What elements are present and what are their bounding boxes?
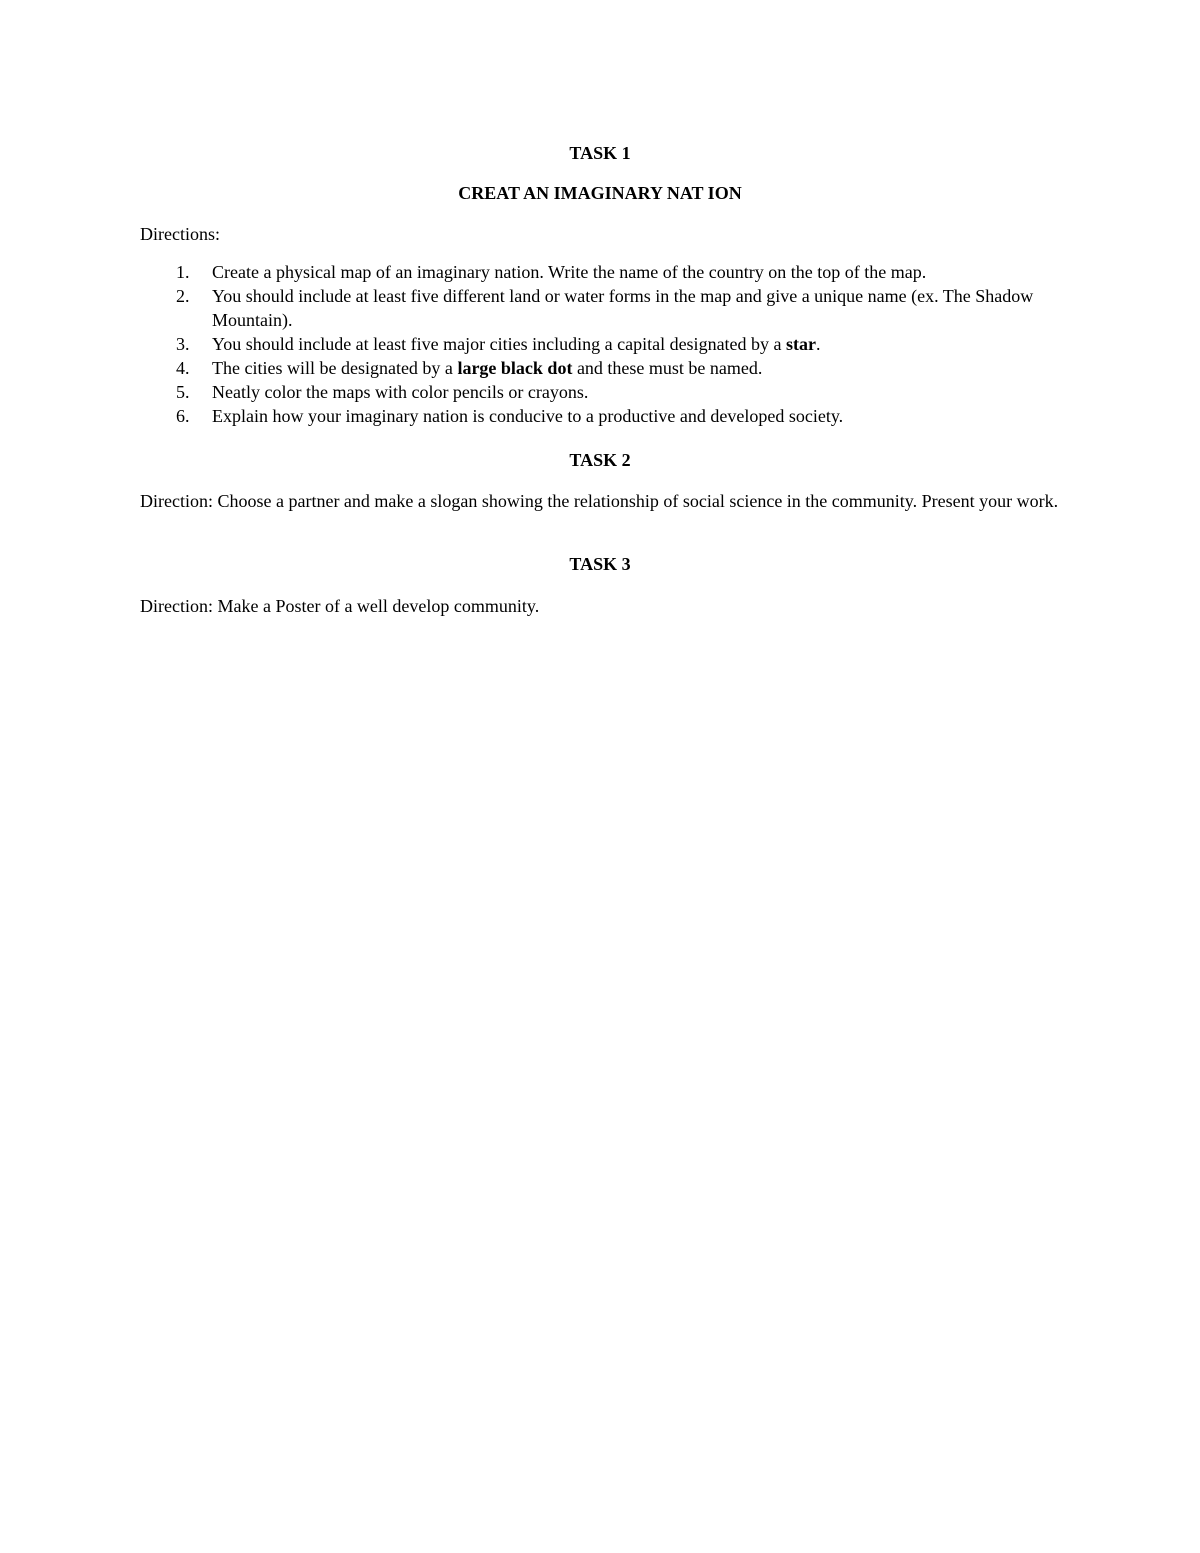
- task2-heading: TASK 2: [569, 450, 631, 470]
- list-item: [140, 404, 1060, 428]
- list-item: [140, 284, 1060, 332]
- list-item: [140, 380, 1060, 404]
- list-item-text-after: and these must be named.: [572, 358, 763, 378]
- list-item: [140, 332, 1060, 356]
- list-item-number: 3.: [176, 334, 190, 354]
- list-item: [140, 260, 1060, 284]
- task2-direction: Direction: Choose a partner and make a slogan showing the relationship of social science in the community. Present your work.: [140, 491, 1059, 511]
- list-item-text-after: .: [816, 334, 821, 354]
- task1-directions-list: [140, 260, 1060, 428]
- list-item-text: Create a physical map of an imaginary nation. Write the name of the country on the top of the map.: [212, 262, 927, 282]
- list-item-number: 1.: [176, 262, 190, 282]
- list-item-text: You should include at least five different land or water forms in the map and give a unique name (ex. The Shadow Mountain).: [212, 286, 1034, 330]
- task1-title: CREAT AN IMAGINARY NAT ION: [458, 183, 742, 203]
- list-item-text: Explain how your imaginary nation is conducive to a productive and developed society.: [212, 406, 844, 426]
- task1-heading: TASK 1: [569, 143, 631, 163]
- list-item-text-before: You should include at least five major cities including a capital designated by a: [212, 334, 787, 354]
- task3-heading: TASK 3: [569, 554, 631, 574]
- list-item-number: 6.: [176, 406, 190, 426]
- list-item-bold-text: star: [786, 334, 817, 354]
- list-item-number: 5.: [176, 382, 190, 402]
- task3-direction: Direction: Make a Poster of a well develop community.: [140, 596, 540, 616]
- list-item-bold-text: large black dot: [457, 358, 573, 378]
- list-item: [140, 356, 1060, 380]
- list-item-text: Neatly color the maps with color pencils or crayons.: [212, 382, 589, 402]
- list-item-number: 4.: [176, 358, 190, 378]
- directions-label: Directions:: [140, 224, 220, 244]
- list-item-number: 2.: [176, 286, 190, 306]
- list-item-text-before: The cities will be designated by a: [212, 358, 458, 378]
